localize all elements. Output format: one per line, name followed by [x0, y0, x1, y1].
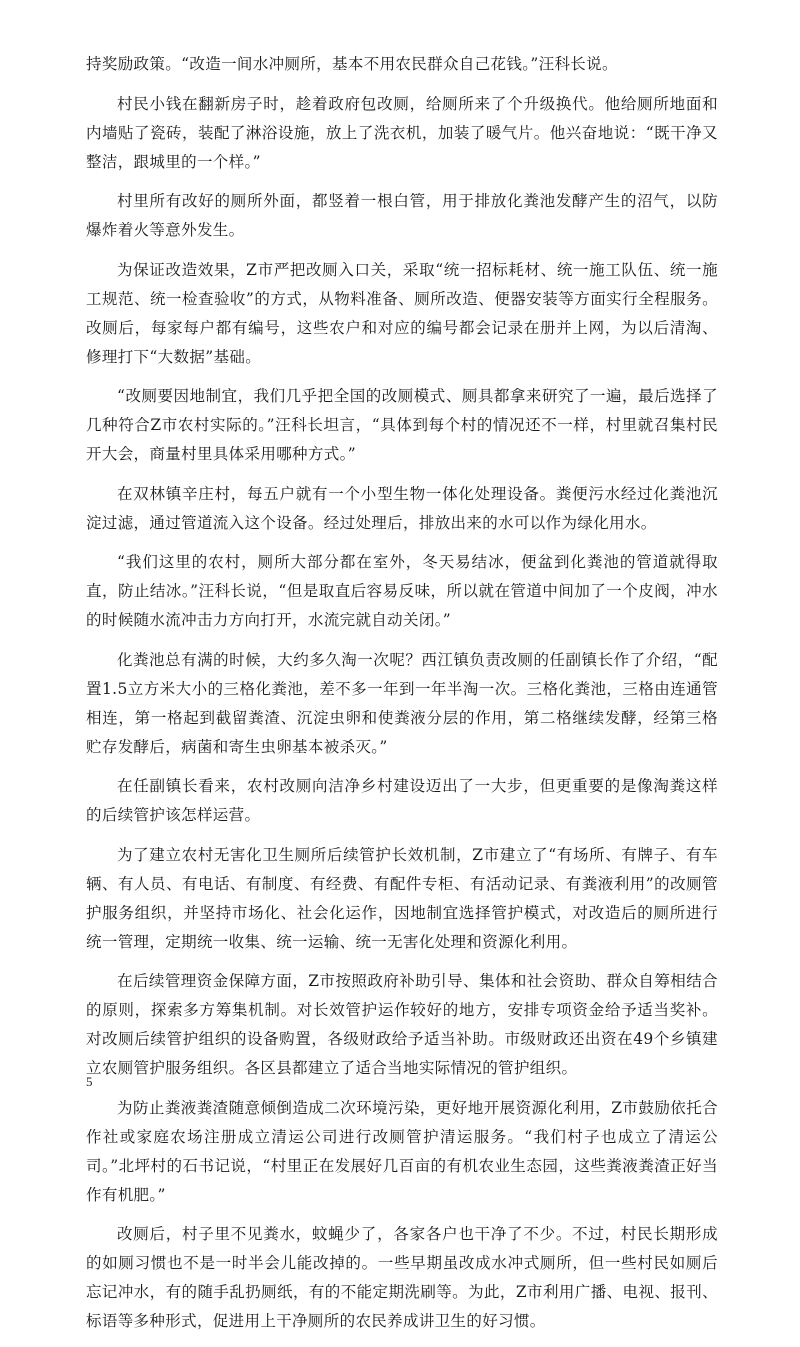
paragraph: 在任副镇长看来，农村改厕向洁净乡村建设迈出了一大步，但更重要的是像淘粪这样的后续管护该怎样运营。: [86, 777, 718, 824]
paragraph: 村民小钱在翻新房子时，趁着政府包改厕，给厕所来了个升级换代。他给厕所地面和内墙贴了瓷砖，装配了淋浴设施，放上了洗衣机，加装了暖气片。他兴奋地说：“既干净又整洁，跟城里的一个样。”: [86, 94, 718, 171]
paragraph: 持奖励政策。“改造一间水冲厕所，基本不用农民群众自己花钱。”汪科长说。: [86, 55, 618, 73]
paragraph: 在后续管理资金保障方面，Z市按照政府补助引导、集体和社会资助、群众自筹相结合的原则，探索多方筹集机制。对长效管护运作较好的地方，安排专项资金给予适当奖补。对改厕后续管护组织的设备购置，各级财政给予适当补助。市级财政还出资在49个乡镇建立农厕管护服务组织。各区县都建立了适合当地实际情况的管护组织。: [86, 972, 718, 1077]
paragraph: 在双林镇辛庄村，每五户就有一个小型生物一体化处理设备。粪便污水经过化粪池沉淀过滤，通过管道流入这个设备。经过处理后，排放出来的水可以作为绿化用水。: [86, 484, 718, 532]
paragraph: 改厕后，村子里不见粪水，蚊蝇少了，各家各户也干净了不少。不过，村民长期形成的如厕习惯也不是一时半会儿能改掉的。一些早期虽改成水冲式厕所，但一些村民如厕后忘记冲水，有的随手乱扔厕纸，有的不能定期洗刷等。为此，Z市利用广播、电视、报刊、标语等多种形式，促进用上干净厕所的农民养成讲卫生的好习惯。: [86, 1225, 718, 1330]
paragraph: 为了建立农村无害化卫生厕所后续管护长效机制，Z市建立了“有场所、有牌子、有车辆、有人员、有电话、有制度、有经费、有配件专柜、有活动记录、有粪液利用”的改厕管护服务组织，并坚持市场化、社会化运作，因地制宜选择管护模式，对改造后的厕所进行统一管理，定期统一收集、统一运输、统一无害化处理和资源化利用。: [86, 845, 718, 951]
page-number: 5: [86, 1074, 93, 1089]
paragraph: “改厕要因地制宜，我们几乎把全国的改厕模式、厕具都拿来研究了一遍，最后选择了几种符合Z市农村实际的。”汪科长坦言，“具体到每个村的情况还不一样，村里就召集村民开大会，商量村里具体采用哪种方式。”: [86, 387, 718, 463]
document-body: [86, 50, 718, 1347]
paragraph: 化粪池总有满的时候，大约多久淘一次呢？西江镇负责改厕的任副镇长作了介绍，“配置1.5立方米大小的三格化粪池，差不多一年到一年半淘一次。三格化粪池，三格由连通管相连，第一格起到截留粪渣、沉淀虫卵和使粪液分层的作用，第二格继续发酵，经第三格贮存发酵后，病菌和寄生虫卵基本被杀灭。”: [86, 650, 718, 756]
paragraph: 为防止粪液粪渣随意倾倒造成二次环境污染，更好地开展资源化利用，Z市鼓励依托合作社或家庭农场注册成立清运公司进行改厕管护清运服务。“我们村子也成立了清运公司。”北坪村的石书记说，“村里正在发展好几百亩的有机农业生态园，这些粪液粪渣正好当作有机肥。”: [86, 1098, 718, 1204]
paragraph: 村里所有改好的厕所外面，都竖着一根白管，用于排放化粪池发酵产生的沼气，以防爆炸着火等意外发生。: [86, 192, 718, 239]
paragraph: “我们这里的农村，厕所大部分都在室外，冬天易结冰，便盆到化粪池的管道就得取直，防止结冰。”汪科长说，“但是取直后容易反味，所以就在管道中间加了一个皮阀，冲水的时候随水流冲击力方向打开，水流完就自动关闭。”: [86, 553, 718, 629]
paragraph: 为保证改造效果，Z市严把改厕入口关，采取“统一招标耗材、统一施工队伍、统一施工规范、统一检查验收”的方式，从物料准备、厕所改造、便器安装等方面实行全程服务。改厕后，每家每户都有编号，这些农户和对应的编号都会记录在册并上网，为以后清淘、修理打下“大数据”基础。: [86, 260, 718, 366]
